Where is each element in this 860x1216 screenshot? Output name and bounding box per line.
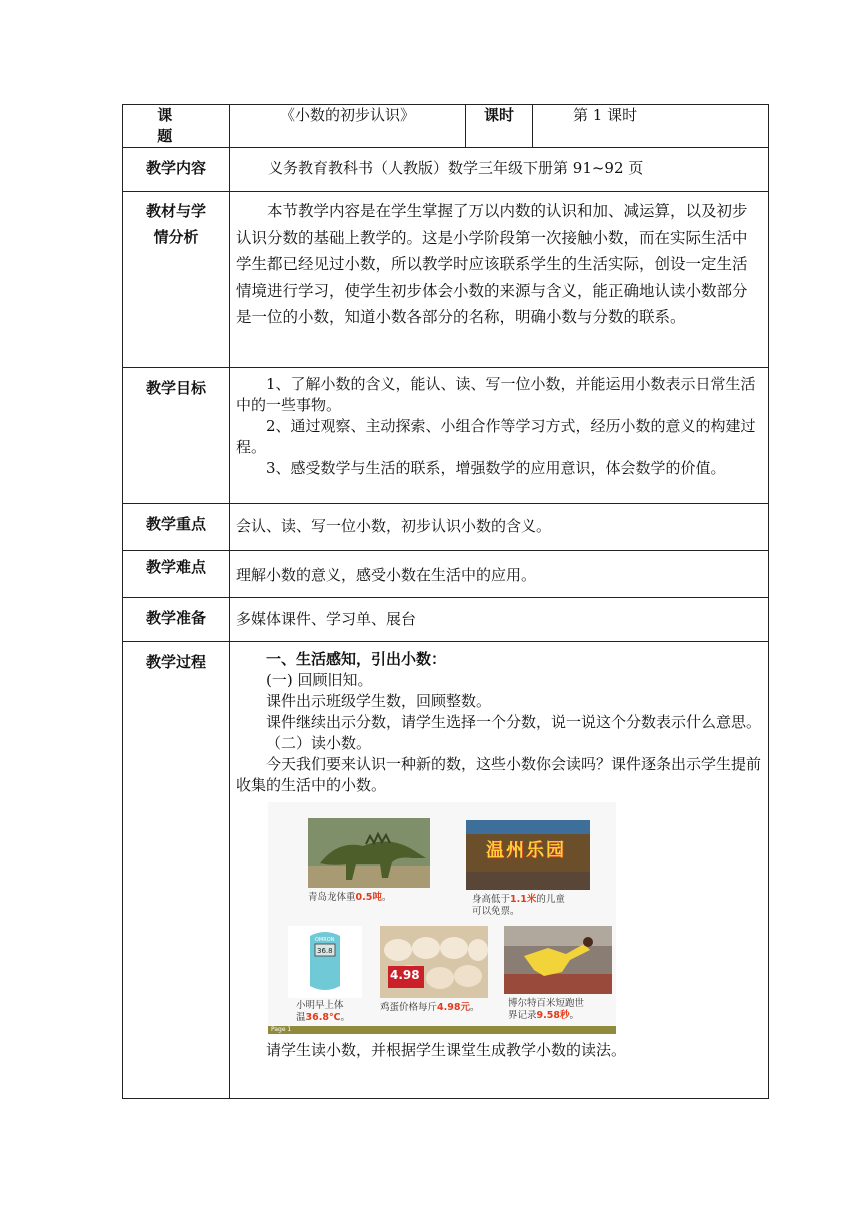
goals-label: 教学目标 <box>123 368 230 504</box>
thermometer-brand: OMRON <box>315 937 335 943</box>
slide-footer-bar <box>268 1026 616 1034</box>
process-p6: 请学生读小数，并根据学生课堂生成教学小数的读法。 <box>266 1041 627 1059</box>
process-p2: 课件出示班级学生数，回顾整数。 <box>266 692 492 710</box>
key-text: 会认、读、写一位小数，初步认识小数的含义。 <box>230 504 769 551</box>
process-p4: （二）读小数。 <box>266 734 372 752</box>
analysis-label-line1: 教材与学 <box>145 202 206 220</box>
difficulty-label: 教学难点 <box>123 551 230 598</box>
content-text: 义务教育教科书（人教版）数学三年级下册第 91~92 页 <box>230 148 769 192</box>
difficulty-text: 理解小数的意义，感受小数在生活中的应用。 <box>230 551 769 598</box>
analysis-text: 本节教学内容是在学生掌握了万以内数的认识和加、减运算，以及初步认识分数的基础上教学的。这是小学阶段第一次接触小数，而在实际生活中学生都已经见过小数，所以教学时应该联系学生的生活实际，创设一定生活情境进行学习，使学生初步体会小数的来源与含义，能正确地认读小数部分是一位的小数，知道小数各部分的名称，明确小数与分数的联系。 <box>236 202 748 326</box>
thermometer-caption: 小明早上体 温36.8℃。 <box>296 1000 350 1023</box>
section-title: 一、生活感知，引出小数： <box>266 650 447 668</box>
process-cell <box>230 642 769 1099</box>
park-sign: 温州乐园 <box>486 840 566 861</box>
process-label: 教学过程 <box>123 642 230 1099</box>
prep-label: 教学准备 <box>123 598 230 642</box>
key-row <box>123 504 769 551</box>
slide-footer-text: Page 1 <box>271 1026 292 1033</box>
egg-price-tag: 4.98 <box>390 968 420 982</box>
slide-screenshot <box>268 802 616 1034</box>
analysis-label <box>123 192 230 368</box>
topic-label: 课 题 <box>123 105 230 148</box>
goal-item-3: 3、感受数学与生活的联系，增强数学的应用意识，体会数学的价值。 <box>266 459 726 477</box>
process-p3: 课件继续出示分数，请学生选择一个分数，说一说这个分数表示什么意思。 <box>266 713 762 731</box>
key-label: 教学重点 <box>123 504 230 551</box>
hours-value: 第 1 课时 <box>533 105 769 148</box>
analysis-cell <box>230 192 769 368</box>
topic-value: 《小数的初步认识》 <box>230 105 466 148</box>
dinosaur-photo <box>308 818 430 888</box>
content-label: 教学内容 <box>123 148 230 192</box>
goals-row <box>123 368 769 504</box>
park-caption: 身高低于1.1米的儿童 可以免票。 <box>472 894 565 917</box>
lesson-plan-table <box>122 104 769 1099</box>
goals-cell <box>230 368 769 504</box>
process-p5: 今天我们要来认识一种新的数，这些小数你会读吗？课件逐条出示学生提前收集的生活中的小数。 <box>236 755 762 794</box>
process-row <box>123 642 769 1099</box>
goal-item-2: 2、通过观察、主动探索、小组合作等学习方式，经历小数的意义的构建过程。 <box>236 417 756 456</box>
runner-caption: 博尔特百米短跑世 界记录9.58秒。 <box>508 998 585 1021</box>
difficulty-row <box>123 551 769 598</box>
process-p1: (一) 回顾旧知。 <box>266 671 373 689</box>
topic-row <box>123 105 769 148</box>
hours-label: 课时 <box>466 105 533 148</box>
eggs-caption: 鸡蛋价格每斤4.98元。 <box>380 1002 480 1013</box>
prep-text: 多媒体课件、学习单、展台 <box>230 598 769 642</box>
eggs-photo <box>380 926 488 998</box>
thermometer-display: 36.8 <box>317 947 333 955</box>
content-row <box>123 148 769 192</box>
analysis-label-line2: 情分析 <box>153 228 199 246</box>
dino-caption: 青岛龙体重0.5吨。 <box>308 892 392 903</box>
goal-item-1: 1、了解小数的含义，能认、读、写一位小数，并能运用小数表示日常生活中的一些事物。 <box>236 375 756 414</box>
analysis-row <box>123 192 769 368</box>
prep-row <box>123 598 769 642</box>
runner-photo <box>504 926 612 994</box>
